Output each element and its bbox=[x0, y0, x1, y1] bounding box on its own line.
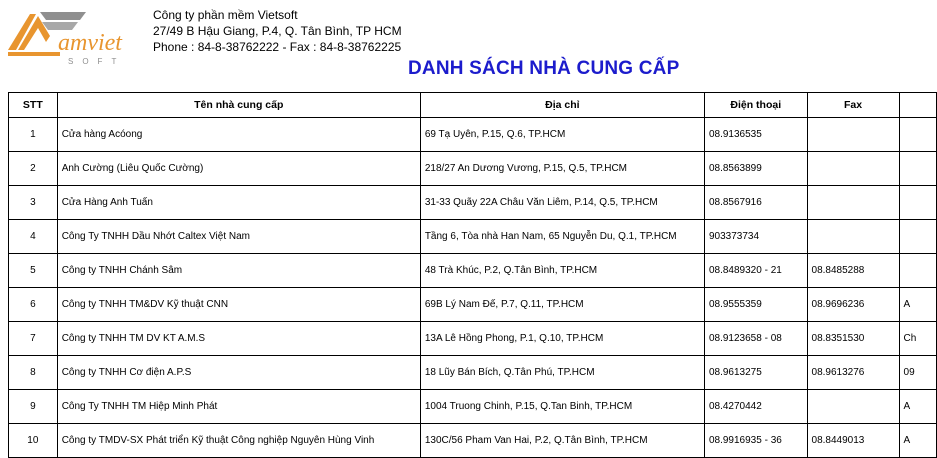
table-row bbox=[9, 220, 937, 254]
cell-stt: 5 bbox=[9, 254, 58, 288]
cell-stt: 4 bbox=[9, 220, 58, 254]
cell-phone: 08.8489320 - 21 bbox=[704, 254, 807, 288]
table-row bbox=[9, 322, 937, 356]
cell-address: 1004 Truong Chinh, P.15, Q.Tan Binh, TP.HCM bbox=[420, 390, 704, 424]
column-header-name: Tên nhà cung cấp bbox=[57, 93, 420, 118]
company-logo bbox=[6, 6, 146, 66]
cell-phone: 08.8567916 bbox=[704, 186, 807, 220]
cell-phone: 08.9613275 bbox=[704, 356, 807, 390]
cell-stt: 2 bbox=[9, 152, 58, 186]
cell-fax: 08.8449013 bbox=[807, 424, 899, 458]
cell-extra: A bbox=[899, 424, 936, 458]
cell-extra bbox=[899, 254, 936, 288]
cell-stt: 8 bbox=[9, 356, 58, 390]
cell-stt: 10 bbox=[9, 424, 58, 458]
cell-fax: 08.9696236 bbox=[807, 288, 899, 322]
cell-fax bbox=[807, 118, 899, 152]
cell-phone: 08.4270442 bbox=[704, 390, 807, 424]
cell-fax bbox=[807, 390, 899, 424]
cell-fax bbox=[807, 152, 899, 186]
column-header-phone: Điện thoại bbox=[704, 93, 807, 118]
cell-address: Tầng 6, Tòa nhà Han Nam, 65 Nguyễn Du, Q.1, TP.HCM bbox=[420, 220, 704, 254]
cell-extra: A bbox=[899, 390, 936, 424]
logo-subtitle: SOFT bbox=[68, 57, 126, 66]
company-name: Công ty phần mềm Vietsoft bbox=[153, 8, 298, 22]
table-header-row bbox=[9, 93, 937, 118]
logo-wordmark: amviet bbox=[58, 30, 122, 56]
cell-phone: 08.9916935 - 36 bbox=[704, 424, 807, 458]
table-row bbox=[9, 424, 937, 458]
company-address: 27/49 B Hậu Giang, P.4, Q. Tân Bình, TP HCM bbox=[153, 24, 402, 38]
cell-extra bbox=[899, 220, 936, 254]
page-title: DANH SÁCH NHÀ CUNG CẤP bbox=[408, 58, 680, 79]
cell-extra: 09 bbox=[899, 356, 936, 390]
cell-stt: 1 bbox=[9, 118, 58, 152]
cell-supplier-name: Công ty TMDV-SX Phát triển Kỹ thuật Công nghiệp Nguyên Hùng Vinh bbox=[57, 424, 420, 458]
cell-supplier-name: Anh Cường (Liêu Quốc Cường) bbox=[57, 152, 420, 186]
cell-address: 69 Tạ Uyên, P.15, Q.6, TP.HCM bbox=[420, 118, 704, 152]
table-row bbox=[9, 186, 937, 220]
table-row bbox=[9, 152, 937, 186]
cell-extra bbox=[899, 118, 936, 152]
cell-phone: 08.9136535 bbox=[704, 118, 807, 152]
supplier-table bbox=[8, 92, 937, 458]
logo-mark bbox=[6, 6, 146, 66]
cell-address: 130C/56 Pham Van Hai, P.2, Q.Tân Bình, TP.HCM bbox=[420, 424, 704, 458]
column-header-fax: Fax bbox=[807, 93, 899, 118]
cell-supplier-name: Công ty TNHH Cơ điện A.P.S bbox=[57, 356, 420, 390]
cell-supplier-name: Cửa Hàng Anh Tuấn bbox=[57, 186, 420, 220]
cell-supplier-name: Công Ty TNHH TM Hiệp Minh Phát bbox=[57, 390, 420, 424]
cell-address: 13A Lê Hồng Phong, P.1, Q.10, TP.HCM bbox=[420, 322, 704, 356]
cell-address: 69B Lý Nam Đế, P.7, Q.11, TP.HCM bbox=[420, 288, 704, 322]
table-row bbox=[9, 288, 937, 322]
table-row bbox=[9, 356, 937, 390]
cell-supplier-name: Công ty TNHH Chánh Sâm bbox=[57, 254, 420, 288]
cell-supplier-name: Cửa hàng Acóong bbox=[57, 118, 420, 152]
column-header-address: Địa chỉ bbox=[420, 93, 704, 118]
cell-phone: 08.9123658 - 08 bbox=[704, 322, 807, 356]
table-row bbox=[9, 118, 937, 152]
cell-extra: A bbox=[899, 288, 936, 322]
cell-address: 18 Lũy Bán Bích, Q.Tân Phú, TP.HCM bbox=[420, 356, 704, 390]
company-info bbox=[153, 7, 402, 55]
cell-stt: 7 bbox=[9, 322, 58, 356]
cell-fax bbox=[807, 186, 899, 220]
cell-supplier-name: Công ty TNHH TM DV KT A.M.S bbox=[57, 322, 420, 356]
cell-stt: 3 bbox=[9, 186, 58, 220]
table-row bbox=[9, 390, 937, 424]
cell-fax: 08.8485288 bbox=[807, 254, 899, 288]
cell-address: 31-33 Quãy 22A Châu Văn Liêm, P.14, Q.5, TP.HCM bbox=[420, 186, 704, 220]
column-header-extra bbox=[899, 93, 936, 118]
cell-extra: Ch bbox=[899, 322, 936, 356]
cell-extra bbox=[899, 152, 936, 186]
cell-fax: 08.8351530 bbox=[807, 322, 899, 356]
cell-phone: 08.9555359 bbox=[704, 288, 807, 322]
cell-fax bbox=[807, 220, 899, 254]
cell-address: 218/27 An Dương Vương, P.15, Q.5, TP.HCM bbox=[420, 152, 704, 186]
cell-stt: 6 bbox=[9, 288, 58, 322]
table-row bbox=[9, 254, 937, 288]
cell-stt: 9 bbox=[9, 390, 58, 424]
company-contact: Phone : 84-8-38762222 - Fax : 84-8-38762225 bbox=[153, 40, 402, 54]
cell-fax: 08.9613276 bbox=[807, 356, 899, 390]
column-header-stt: STT bbox=[9, 93, 58, 118]
cell-supplier-name: Công Ty TNHH Dầu Nhớt Caltex Việt Nam bbox=[57, 220, 420, 254]
cell-phone: 08.8563899 bbox=[704, 152, 807, 186]
cell-phone: 903373734 bbox=[704, 220, 807, 254]
cell-extra bbox=[899, 186, 936, 220]
cell-address: 48 Trà Khúc, P.2, Q.Tân Bình, TP.HCM bbox=[420, 254, 704, 288]
cell-supplier-name: Công ty TNHH TM&DV Kỹ thuật CNN bbox=[57, 288, 420, 322]
